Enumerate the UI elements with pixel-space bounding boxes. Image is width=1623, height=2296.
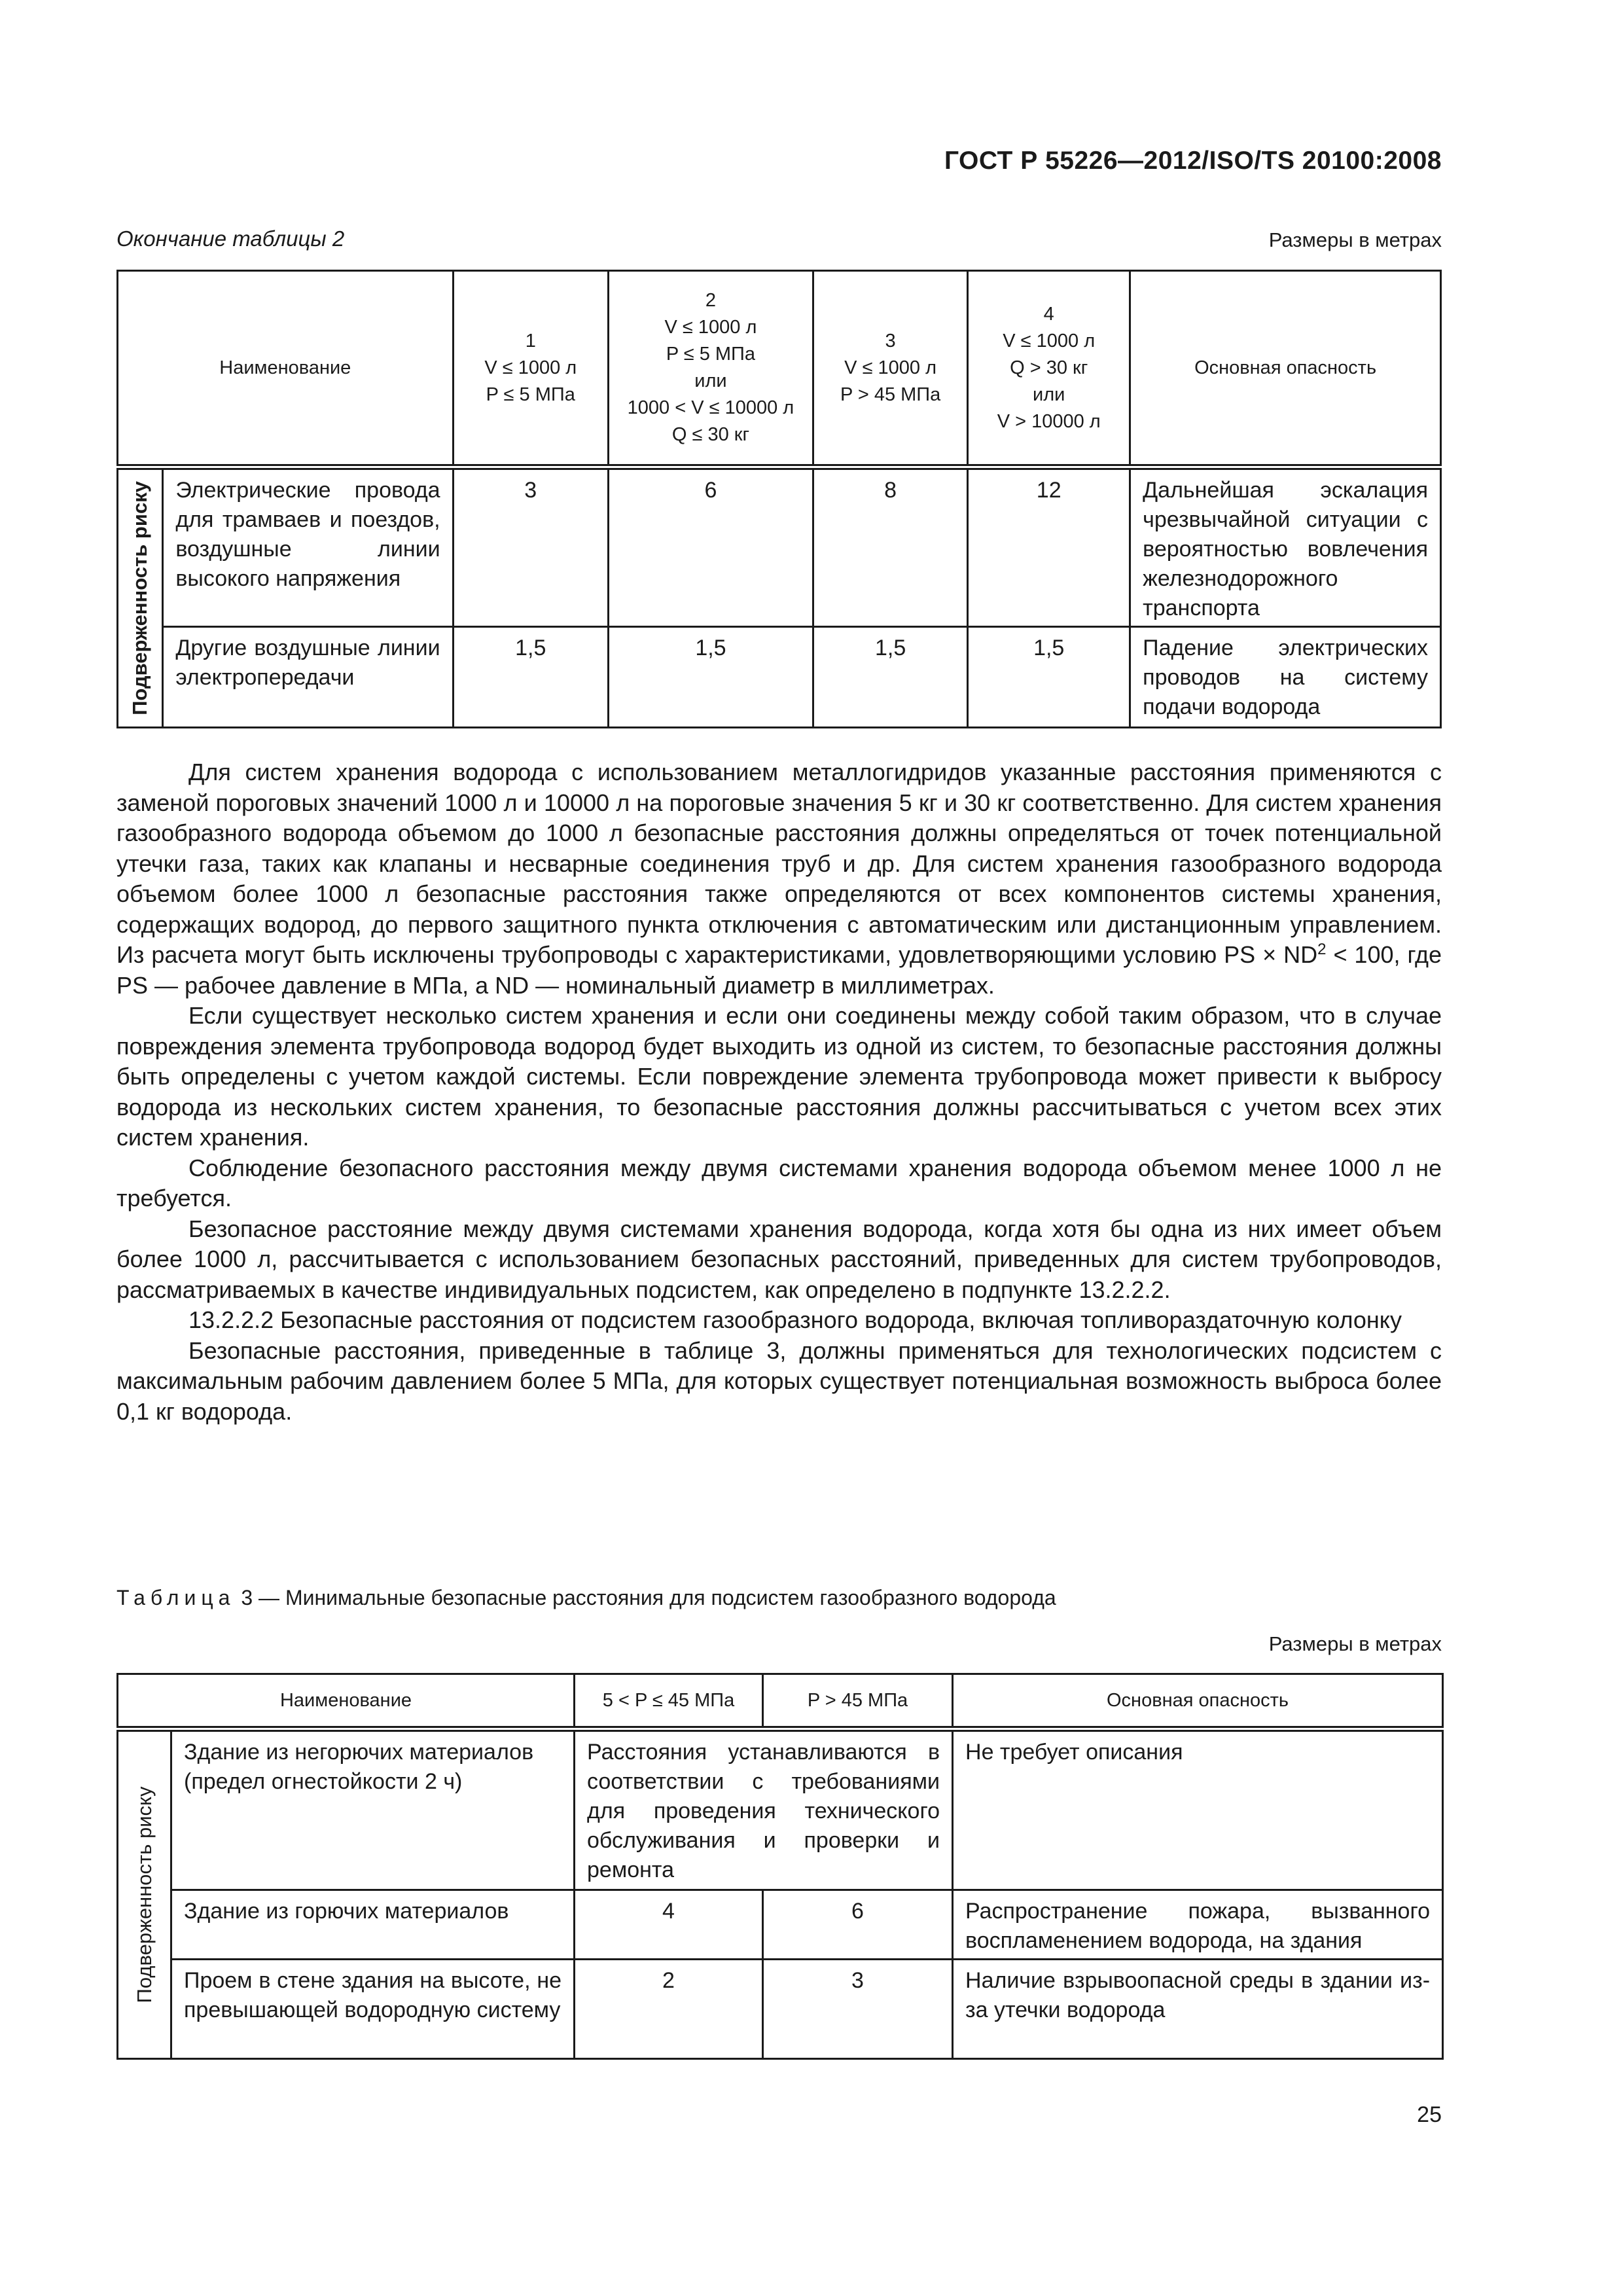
t3-row2-v1: 4 — [575, 1890, 763, 1960]
t3-row2-name: Здание из горючих материалов — [171, 1890, 575, 1960]
table3-caption-label: Таблица — [116, 1586, 236, 1609]
table3-caption-text: 3 — Минимальные безопасные расстояния для подсистем газообразного водорода — [241, 1586, 1056, 1609]
t2-header-hazard: Основная опасность — [1130, 271, 1441, 467]
t2-h4-line: или — [1033, 384, 1065, 405]
t3-row1-merged: Расстояния устанавливаются в соответствии с требованиями для проведения технического обслуживания и проверки и ремонта — [575, 1729, 953, 1890]
t2-h4-line: V ≤ 1000 л — [1003, 330, 1096, 351]
t2-row1-v4: 12 — [968, 467, 1130, 627]
t2-h2-line: Q ≤ 30 кг — [671, 424, 750, 445]
t2-h1-line: P ≤ 5 МПа — [486, 384, 575, 405]
subsection-heading: 13.2.2.2 Безопасные расстояния от подсистем газообразного водорода, включая топливораздаточную колонку — [188, 1306, 1402, 1333]
table2-continuation-caption: Окончание таблицы 2 — [116, 226, 345, 251]
table-3 — [116, 1673, 1444, 2060]
t3-row1-name: Здание из негорючих материалов (предел огнестойкости 2 ч) — [171, 1729, 575, 1890]
table-row — [118, 1890, 1443, 1960]
t2-header-col4 — [968, 271, 1130, 467]
table2-units: Размеры в метрах — [1268, 228, 1442, 251]
table-row — [118, 467, 1441, 627]
table-row — [118, 1960, 1443, 2059]
t2-header-col3 — [813, 271, 967, 467]
paragraph: Безопасное расстояние между двумя системами хранения водорода, когда хотя бы одна из них имеет объем более 1000 л, рассчитывается с использованием безопасных расстояний, приведенных для систем трубопроводов, рассматриваемых в качестве индивидуальных подсистем, как определено в подпункте 13.2.2.2. — [116, 1215, 1442, 1303]
t3-row3-v1: 2 — [575, 1960, 763, 2059]
paragraph: Безопасные расстояния, приведенные в таблице 3, должны применяться для технологических подсистем с максимальным рабочим давлением более 5 МПа, для которых существует потенциальная возможность выброса более 0,1 кг водорода. — [116, 1336, 1442, 1425]
t2-row1-v1: 3 — [453, 467, 608, 627]
t3-group-label-text: Подверженность риску — [132, 1786, 156, 2003]
t2-h1-line: V ≤ 1000 л — [484, 357, 577, 378]
table-2 — [116, 270, 1442, 728]
t2-header-col2 — [608, 271, 813, 467]
t2-h3-line: P > 45 МПа — [840, 384, 941, 405]
t2-h2-line: или — [694, 370, 727, 391]
table-row — [118, 627, 1441, 728]
t3-row3-v2: 3 — [763, 1960, 953, 2059]
t2-h4-line: Q > 30 кг — [1010, 357, 1088, 378]
paragraph-text: < 100, где PS — рабочее давление в МПа, а ND — номинальный диаметр в миллиметрах. — [116, 941, 1442, 999]
paragraph — [116, 757, 1442, 1001]
t2-header-col1 — [453, 271, 608, 467]
t2-h2-line: 1000 < V ≤ 10000 л — [627, 397, 794, 418]
t3-header-col2: P > 45 МПа — [763, 1674, 953, 1729]
t3-row3-hazard: Наличие взрывоопасной среды в здании из-за утечки водорода — [953, 1960, 1443, 2059]
t3-row2-v2: 6 — [763, 1890, 953, 1960]
t2-row1-name: Электрические провода для трамваев и поездов, воздушные линии высокого напряжения — [163, 467, 453, 627]
t3-row1-hazard: Не требует описания — [953, 1729, 1443, 1890]
t2-h2-line: 2 — [705, 290, 717, 311]
t2-row2-v3: 1,5 — [813, 627, 967, 728]
table3-units: Размеры в метрах — [1268, 1632, 1442, 1655]
t2-row2-v2: 1,5 — [608, 627, 813, 728]
t3-header-col1: 5 < P ≤ 45 МПа — [575, 1674, 763, 1729]
t2-group-label-text: Подверженность риску — [128, 481, 152, 715]
t2-h3-line: V ≤ 1000 л — [844, 357, 937, 378]
t2-row1-hazard: Дальнейшая эскалация чрезвычайной ситуации с вероятностью вовлечения железнодорожного транспорта — [1130, 467, 1441, 627]
t2-h4-line: 4 — [1043, 303, 1054, 325]
page-number: 25 — [1417, 2102, 1442, 2127]
table3-caption — [116, 1586, 1056, 1610]
body-text — [116, 757, 1442, 1427]
t3-header-hazard: Основная опасность — [953, 1674, 1443, 1729]
t3-header-name: Наименование — [118, 1674, 575, 1729]
t2-row2-v4: 1,5 — [968, 627, 1130, 728]
paragraph: Если существует несколько систем хранения и если они соединены между собой таким образом, что в случае повреждения элемента трубопровода водород будет выходить из одной из систем, то безопасные расстояния должны быть определены с учетом каждой системы. Если повреждение элемента трубопровода может привести к выбросу водорода из нескольких систем хранения, то безопасные расстояния должны рассчитываться с учетом всех этих систем хранения. — [116, 1002, 1442, 1151]
table-row — [118, 1729, 1443, 1890]
t3-row3-name: Проем в стене здания на высоте, не превышающей водородную систему — [171, 1960, 575, 2059]
t2-h4-line: V > 10000 л — [997, 410, 1101, 432]
t2-row1-v3: 8 — [813, 467, 967, 627]
t2-h1-line: 1 — [525, 330, 536, 351]
document-header: ГОСТ Р 55226—2012/ISO/TS 20100:2008 — [944, 147, 1442, 175]
t2-h2-line: V ≤ 1000 л — [664, 317, 757, 338]
t2-header-name: Наименование — [118, 271, 454, 467]
paragraph: Соблюдение безопасного расстояния между двумя системами хранения водорода объемом менее 1000 л не требуется. — [116, 1154, 1442, 1211]
t2-group-label — [118, 467, 163, 728]
t3-group-label — [118, 1729, 171, 2059]
t2-row2-name: Другие воздушные линии электропередачи — [163, 627, 453, 728]
t2-h2-line: P ≤ 5 МПа — [666, 344, 756, 365]
paragraph-text: Для систем хранения водорода с использованием металлогидридов указанные расстояния применяются с заменой пороговых значений 1000 л и 10000 л на пороговые значения 5 кг и 30 кг соответственно. Для систем хранения газообразного водорода объемом до 1000 л безопасные расстояния должны определяться от точек потенциальной утечки газа, таких как клапаны и несварные соединения труб и др. Для систем хранения газообразного водорода объемом более 1000 л безопасные расстояния также определяются от всех компонентов системы хранения, содержащих водород, до первого защитного пункта отключения с автоматическим или дистанционным управлением. Из расчета могут быть исключены трубопроводы с характеристиками, удовлетворяющими условию PS × ND — [116, 759, 1442, 968]
t2-row1-v2: 6 — [608, 467, 813, 627]
t3-row2-hazard: Распространение пожара, вызванного воспламенением водорода, на здания — [953, 1890, 1443, 1960]
t2-row2-hazard: Падение электрических проводов на систему подачи водорода — [1130, 627, 1441, 728]
superscript: 2 — [1317, 941, 1327, 958]
t2-row2-v1: 1,5 — [453, 627, 608, 728]
t2-h3-line: 3 — [885, 330, 896, 351]
